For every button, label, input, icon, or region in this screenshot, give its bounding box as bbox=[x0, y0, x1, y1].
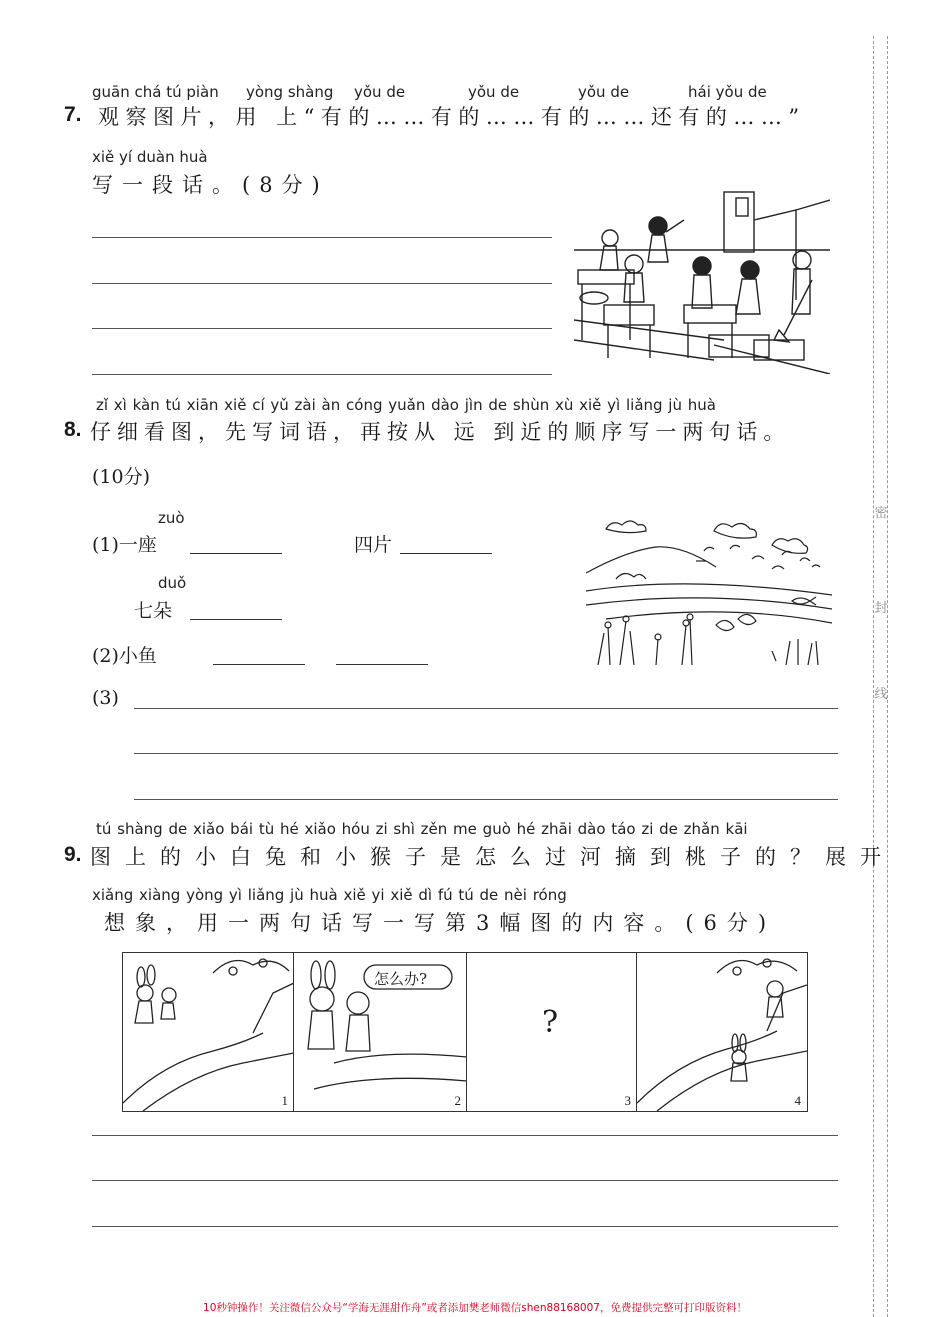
q8-item3-label: (3) bbox=[92, 687, 119, 709]
q8-item2-label: (2)小鱼 bbox=[92, 645, 157, 667]
q8-blank-mountain[interactable] bbox=[190, 553, 282, 554]
q8-blank-flowers[interactable] bbox=[190, 619, 282, 620]
q9-pinyin-line1: tú shàng de xiǎo bái tù hé xiǎo hóu zi shì zěn me guò hé zhāi dào táo zi de zhǎn kāi bbox=[96, 820, 748, 838]
speech-bubble-text: 怎么办? bbox=[374, 970, 428, 988]
footer-notice: 10秒钟操作！关注微信公众号“学海无涯甜作舟”或者添加樊老师微信shen88168007，免费提供完整可打印版资料！ bbox=[203, 1302, 747, 1314]
q8-item1-label-pieces: 四片 bbox=[354, 534, 393, 556]
comic-panel-2 bbox=[293, 952, 468, 1112]
q8-blank-fish-1[interactable] bbox=[213, 664, 305, 665]
margin-char-seal: 密 bbox=[874, 506, 888, 521]
q7-pinyin-4: yǒu de bbox=[468, 83, 520, 101]
q8-item1-pinyin-duo: duǒ bbox=[158, 574, 187, 592]
panel-number-4: 4 bbox=[794, 1093, 801, 1108]
comic-panel-4 bbox=[636, 952, 808, 1112]
q7-answer-line-1[interactable] bbox=[92, 237, 552, 238]
comic-panel-3 bbox=[466, 952, 638, 1112]
comic-panel-1 bbox=[122, 952, 295, 1112]
q8-answer-line-3[interactable] bbox=[134, 799, 838, 800]
q9-number: 9. bbox=[64, 843, 82, 866]
q9-prompt-line2: 想象，用一两句话写一写第3幅图的内容。(6分) bbox=[104, 911, 777, 935]
classroom-cleaning-illustration bbox=[574, 190, 830, 374]
q7-answer-line-4[interactable] bbox=[92, 374, 552, 375]
q8-blank-pieces[interactable] bbox=[400, 553, 492, 554]
landscape-illustration bbox=[586, 515, 832, 670]
q8-item1-pinyin-zuo: zuò bbox=[158, 509, 185, 527]
panel-4-illustration bbox=[637, 953, 807, 1111]
q7-number: 7. bbox=[64, 103, 82, 126]
margin-char-line: 线 bbox=[874, 687, 888, 702]
q9-answer-line-1[interactable] bbox=[92, 1135, 838, 1136]
panel-number-1: 1 bbox=[281, 1093, 288, 1108]
q7-pinyin-3: yǒu de bbox=[354, 83, 406, 101]
binding-line-right bbox=[887, 36, 888, 1317]
q7-answer-line-3[interactable] bbox=[92, 328, 552, 329]
q7-answer-line-2[interactable] bbox=[92, 283, 552, 284]
q8-score: (10分) bbox=[92, 466, 151, 488]
q7-prompt-line2: 写一段话。(8分) bbox=[92, 173, 329, 197]
q9-answer-line-3[interactable] bbox=[92, 1226, 838, 1227]
q8-blank-fish-2[interactable] bbox=[336, 664, 428, 665]
panel-1-illustration bbox=[123, 953, 294, 1111]
binding-line-left bbox=[873, 36, 874, 1317]
panel-3-question-mark: ? bbox=[542, 1005, 559, 1040]
q9-answer-line-2[interactable] bbox=[92, 1180, 838, 1181]
q7-pinyin-1: guān chá tú piàn bbox=[92, 83, 219, 101]
q9-prompt-line1: 图上的小白兔和小猴子是怎么过河摘到桃子的？展开 bbox=[90, 845, 895, 869]
q8-answer-line-2[interactable] bbox=[134, 753, 838, 754]
q7-pinyin-6: hái yǒu de bbox=[688, 83, 767, 101]
q8-prompt: 仔细看图，先写词语，再按从 远 到近的顺序写一两句话。 bbox=[90, 420, 791, 444]
q8-item1-label-mountain: (1)一座 bbox=[92, 534, 157, 556]
q9-pinyin-line2: xiǎng xiàng yòng yì liǎng jù huà xiě yi xiě dì fú tú de nèi róng bbox=[92, 886, 567, 904]
q7-pinyin-line2: xiě yí duàn huà bbox=[92, 148, 208, 166]
q7-prompt-line1: 观察图片，用 上“有的……有的……有的……还有的……” bbox=[98, 105, 806, 129]
q8-number: 8. bbox=[64, 418, 82, 441]
q7-pinyin-5: yǒu de bbox=[578, 83, 630, 101]
q8-item1-label-flowers: 七朵 bbox=[134, 600, 173, 622]
q8-answer-line-1[interactable] bbox=[134, 708, 838, 709]
panel-number-3: 3 bbox=[624, 1093, 631, 1108]
panel-number-2: 2 bbox=[454, 1093, 461, 1108]
margin-char-close: 封 bbox=[874, 601, 888, 616]
q7-pinyin-2: yòng shàng bbox=[246, 83, 334, 101]
q8-pinyin-line1: zǐ xì kàn tú xiān xiě cí yǔ zài àn cóng yuǎn dào jìn de shùn xù xiě yì liǎng jù huà bbox=[96, 396, 716, 414]
